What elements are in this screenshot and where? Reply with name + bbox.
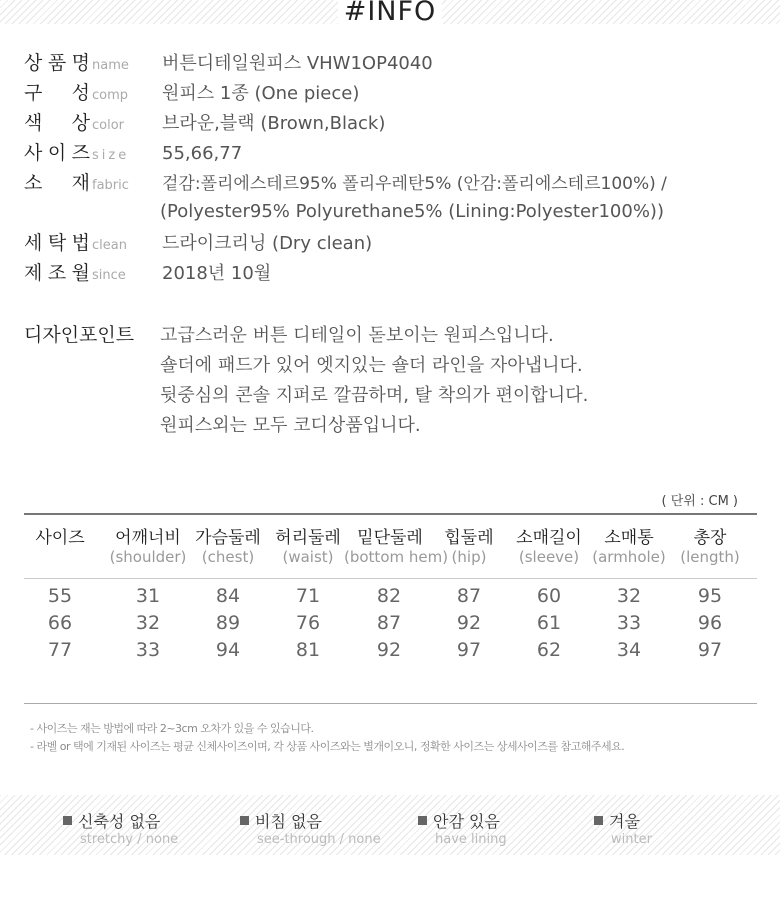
- info-label-en: color: [92, 118, 125, 133]
- info-label-en: comp: [92, 88, 129, 103]
- table-cell: 31: [135, 585, 161, 607]
- table-header-cell: 소매길이 (sleeve): [516, 528, 582, 566]
- info-row-since: [24, 258, 271, 286]
- info-label: 상 품 명: [24, 52, 90, 74]
- table-cell: 34: [616, 639, 642, 661]
- feature-item: 비침 없음 see-through / none: [240, 809, 381, 847]
- table-cell: 33: [135, 639, 161, 661]
- info-row-name: [24, 48, 433, 76]
- table-header-cell: 힙둘레 (hip): [444, 528, 494, 566]
- feature-item: 신축성 없음 stretchy / none: [63, 809, 178, 847]
- table-cell: 87: [456, 585, 482, 607]
- table-cell: 97: [456, 639, 482, 661]
- table-cell: 92: [456, 612, 482, 634]
- info-header: [0, 0, 780, 27]
- feature-item: 겨울 winter: [594, 809, 652, 847]
- info-label: 색 상: [24, 112, 90, 134]
- info-value: 원피스 1종 (One piece): [162, 83, 360, 104]
- table-cell: 81: [295, 639, 321, 661]
- info-value: 드라이크리닝 (Dry clean): [162, 233, 373, 254]
- info-label: 세 탁 법: [24, 232, 90, 254]
- design-point-line: 숄더에 패드가 있어 엣지있는 숄더 라인을 자아냅니다.: [160, 355, 583, 376]
- table-cell: 76: [295, 612, 321, 634]
- info-label-en: since: [92, 268, 126, 283]
- table-header-cell: 사이즈: [35, 528, 85, 548]
- table-top-border: [24, 513, 757, 515]
- table-cell: 89: [215, 612, 241, 634]
- table-header-cell: 가슴둘레 (chest): [195, 528, 261, 566]
- info-label: 제 조 월: [24, 262, 90, 284]
- table-bottom-border: [24, 703, 757, 704]
- size-note: - 라벨 or 택에 기재된 사이즈는 평균 신체사이즈이며, 각 상품 사이즈와는 별개이오니, 정확한 사이즈는 상세사이즈를 참고해주세요.: [30, 740, 625, 753]
- info-label-en: size: [92, 148, 130, 163]
- info-label: 사 이 즈: [24, 142, 90, 164]
- table-cell: 55: [47, 585, 73, 607]
- info-row-comp: [24, 78, 359, 106]
- square-bullet-icon: [594, 816, 603, 825]
- info-value: 겉감:폴리에스테르95% 폴리우레탄5% (안감:폴리에스테르100%) /: [162, 174, 667, 194]
- table-cell: 32: [616, 585, 642, 607]
- table-cell: 97: [697, 639, 723, 661]
- info-label-en: fabric: [92, 178, 129, 193]
- table-cell: 71: [295, 585, 321, 607]
- info-value: 2018년 10월: [162, 263, 272, 284]
- info-label-en: name: [92, 58, 129, 73]
- square-bullet-icon: [63, 816, 72, 825]
- info-label-en: clean: [92, 238, 127, 253]
- info-value: 브라운,블랙 (Brown,Black): [162, 113, 386, 134]
- table-header-cell: 소매통 (armhole): [592, 528, 666, 566]
- info-row-size: [24, 138, 242, 166]
- table-cell: 84: [215, 585, 241, 607]
- size-note: - 사이즈는 재는 방법에 따라 2~3cm 오차가 있을 수 있습니다.: [30, 722, 314, 735]
- table-cell: 95: [697, 585, 723, 607]
- table-cell: 33: [616, 612, 642, 634]
- design-point-line: 원피스외는 모두 코디상품입니다.: [160, 415, 421, 436]
- table-cell: 61: [536, 612, 562, 634]
- fabric-value-line2: (Polyester95% Polyurethane5% (Lining:Polyester100%)): [160, 201, 664, 222]
- table-cell: 60: [536, 585, 562, 607]
- table-cell: 87: [376, 612, 402, 634]
- table-cell: 32: [135, 612, 161, 634]
- design-point-label: 디자인포인트: [24, 324, 135, 346]
- info-value: 55,66,77: [162, 143, 243, 164]
- info-row-fabric: [24, 168, 667, 196]
- info-label: 소 재: [24, 172, 90, 194]
- design-point-line: 뒷중심의 콘솔 지퍼로 깔끔하며, 탈 착의가 편이합니다.: [160, 385, 589, 406]
- table-cell: 94: [215, 639, 241, 661]
- info-label: 구 성: [24, 82, 90, 104]
- table-cell: 82: [376, 585, 402, 607]
- table-header-divider: [24, 578, 757, 579]
- table-cell: 66: [47, 612, 73, 634]
- feature-item: 안감 있음 have lining: [418, 809, 507, 847]
- table-header-cell: 어깨너비 (shoulder): [109, 528, 187, 566]
- table-header-cell: 밑단둘레 (bottom hem): [344, 528, 449, 566]
- square-bullet-icon: [240, 816, 249, 825]
- info-row-color: [24, 108, 385, 136]
- table-cell: 62: [536, 639, 562, 661]
- table-cell: 92: [376, 639, 402, 661]
- table-header-cell: 허리둘레 (waist): [275, 528, 341, 566]
- table-header-cell: 총장 (length): [680, 528, 740, 566]
- table-cell: 96: [697, 612, 723, 634]
- square-bullet-icon: [418, 816, 427, 825]
- unit-label: ( 단위 : CM ): [661, 494, 738, 509]
- info-title: #INFO: [0, 0, 780, 27]
- info-value: 버튼디테일원피스 VHW1OP4040: [162, 53, 433, 74]
- feature-bar: [0, 795, 780, 855]
- design-point-line: 고급스러운 버튼 디테일이 돋보이는 원피스입니다.: [160, 325, 554, 346]
- table-cell: 77: [47, 639, 73, 661]
- info-row-clean: [24, 228, 372, 256]
